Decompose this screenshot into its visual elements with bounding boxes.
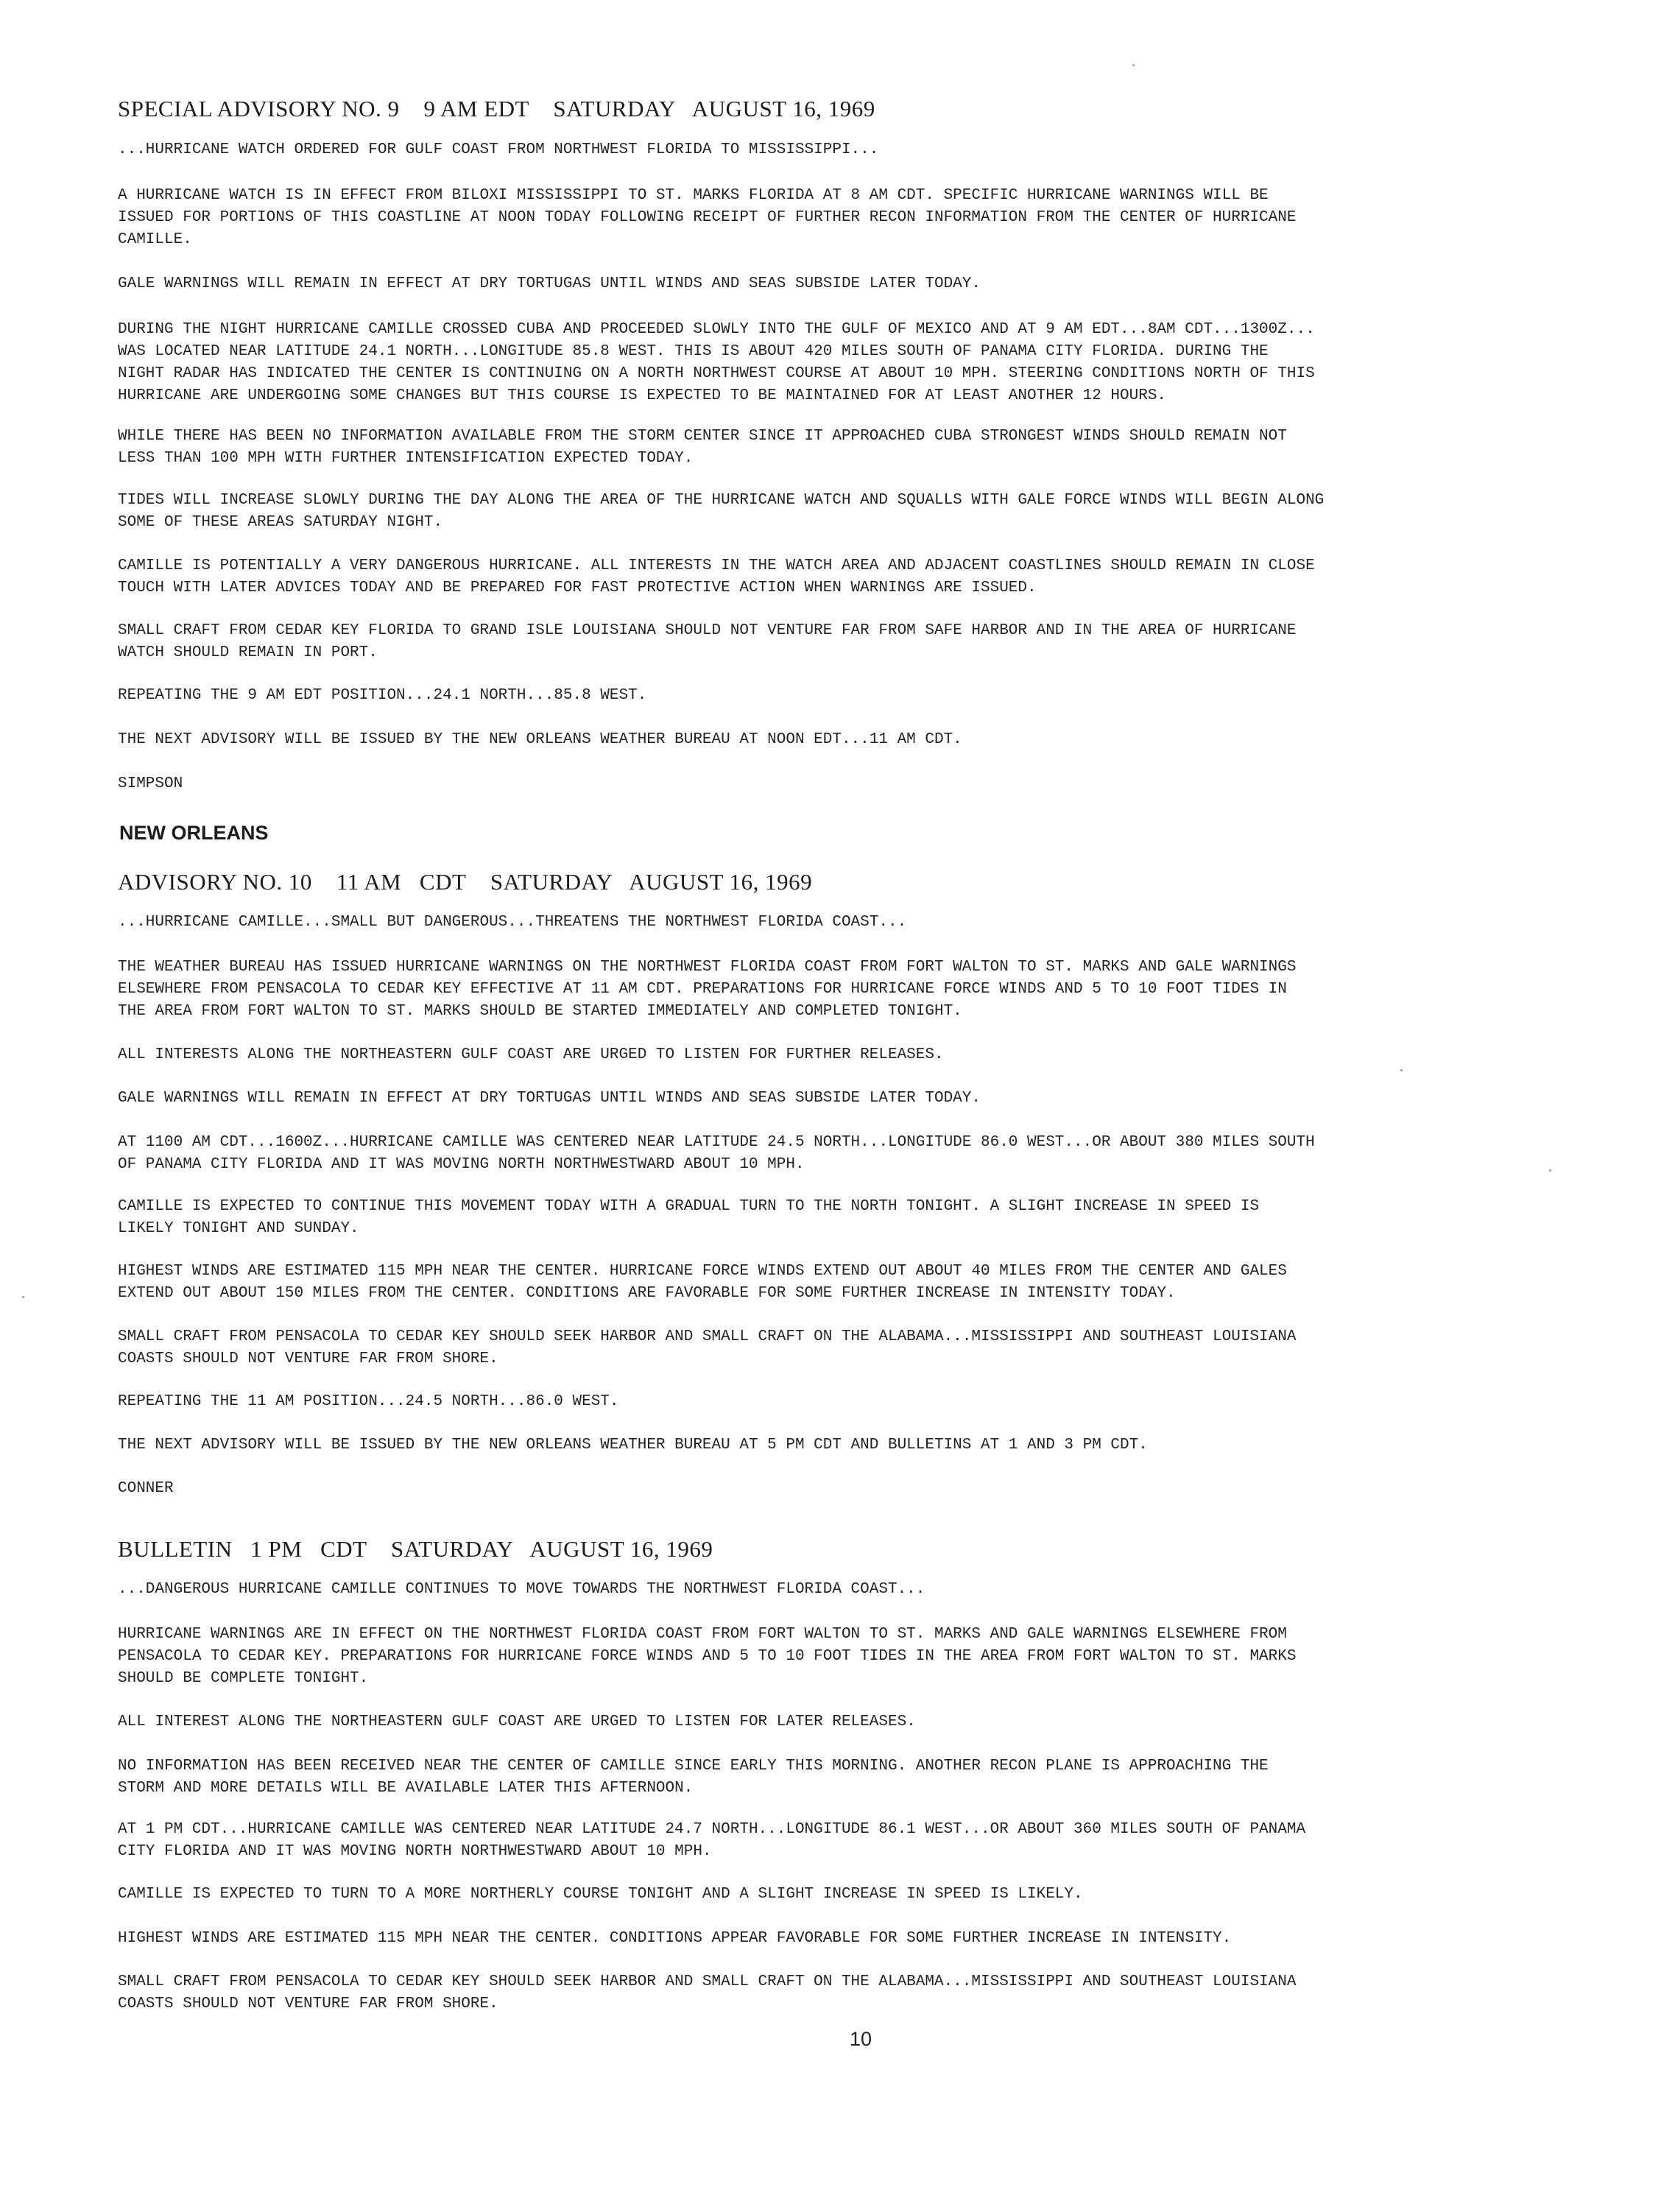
text-line: REPEATING THE 11 AM POSITION...24.5 NORTH...86.0 WEST.: [118, 1393, 619, 1410]
text-line: CAMILLE IS EXPECTED TO CONTINUE THIS MOVEMENT TODAY WITH A GRADUAL TURN TO THE NORTH TONIGHT. A SLIGHT INCREASE IN SPEED IS: [118, 1198, 1260, 1215]
text-line: ...HURRICANE WATCH ORDERED FOR GULF COAST FROM NORTHWEST FLORIDA TO MISSISSIPPI...: [118, 141, 879, 158]
text-line: TIDES WILL INCREASE SLOWLY DURING THE DAY ALONG THE AREA OF THE HURRICANE WATCH AND SQUALLS WITH GALE FORCE WINDS WILL BEGIN ALONG: [118, 492, 1325, 509]
text-line: REPEATING THE 9 AM EDT POSITION...24.1 NORTH...85.8 WEST.: [118, 687, 647, 704]
text-line: AT 1100 AM CDT...1600Z...HURRICANE CAMILLE WAS CENTERED NEAR LATITUDE 24.5 NORTH...LONGITUDE 86.0 WEST...OR ABOUT 380 MILES SOUTH: [118, 1134, 1315, 1151]
text-line: WHILE THERE HAS BEEN NO INFORMATION AVAILABLE FROM THE STORM CENTER SINCE IT APPROACHED CUBA STRONGEST WINDS SHOULD REMAIN NOT: [118, 428, 1287, 445]
advisory-10-p5: [118, 1196, 1561, 1240]
text-line: GALE WARNINGS WILL REMAIN IN EFFECT AT DRY TORTUGAS UNTIL WINDS AND SEAS SUBSIDE LATER TODAY.: [118, 275, 981, 292]
advisory-10-p0: [118, 912, 1561, 934]
bulletin-p6: [118, 1928, 1561, 1950]
text-line: HURRICANE WARNINGS ARE IN EFFECT ON THE NORTHWEST FLORIDA COAST FROM FORT WALTON TO ST. MARKS AND GALE WARNINGS ELSEWHERE FROM: [118, 1626, 1287, 1643]
text-line: WATCH SHOULD REMAIN IN PORT.: [118, 644, 378, 661]
advisory-9-p9: [118, 729, 1561, 751]
office-label: NEW ORLEANS: [119, 822, 269, 844]
text-line: PENSACOLA TO CEDAR KEY. PREPARATIONS FOR HURRICANE FORCE WINDS AND 5 TO 10 FOOT TIDES IN THE AREA FROM FORT WALTON TO ST. MARKS: [118, 1648, 1297, 1665]
text-line: SMALL CRAFT FROM PENSACOLA TO CEDAR KEY SHOULD SEEK HARBOR AND SMALL CRAFT ON THE ALABAMA...MISSISSIPPI AND SOUTHEAST LOUISIANA: [118, 1973, 1297, 1990]
document-page: [113, 0, 1556, 2212]
scan-speck: [1549, 1169, 1551, 1172]
text-line: CONNER: [118, 1480, 174, 1497]
advisory-9-p0: [118, 139, 1561, 161]
text-line: HIGHEST WINDS ARE ESTIMATED 115 MPH NEAR THE CENTER. HURRICANE FORCE WINDS EXTEND OUT ABOUT 40 MILES FROM THE CENTER AND GALES: [118, 1263, 1287, 1280]
advisory-10-p6: [118, 1261, 1561, 1305]
text-line: ALL INTERESTS ALONG THE NORTHEASTERN GULF COAST ARE URGED TO LISTEN FOR FURTHER RELEASES.: [118, 1046, 944, 1063]
advisory-10-p8: [118, 1391, 1561, 1413]
advisory-9-p6: [118, 555, 1561, 599]
bulletin-heading: BULLETIN 1 PM CDT SATURDAY AUGUST 16, 1969: [118, 1536, 713, 1562]
text-line: SOME OF THESE AREAS SATURDAY NIGHT.: [118, 514, 443, 531]
text-line: CAMILLE IS POTENTIALLY A VERY DANGEROUS HURRICANE. ALL INTERESTS IN THE WATCH AREA AND ADJACENT COASTLINES SHOULD REMAIN IN CLOSE: [118, 557, 1315, 574]
scan-speck: [1132, 64, 1135, 66]
advisory-10-p2: [118, 1044, 1561, 1066]
text-line: THE NEXT ADVISORY WILL BE ISSUED BY THE NEW ORLEANS WEATHER BUREAU AT 5 PM CDT AND BULLETINS AT 1 AND 3 PM CDT.: [118, 1437, 1148, 1454]
bulletin-p1: [118, 1624, 1561, 1690]
text-line: HURRICANE ARE UNDERGOING SOME CHANGES BUT THIS COURSE IS EXPECTED TO BE MAINTAINED FOR AT LEAST ANOTHER 12 HOURS.: [118, 387, 1167, 404]
text-line: SMALL CRAFT FROM CEDAR KEY FLORIDA TO GRAND ISLE LOUISIANA SHOULD NOT VENTURE FAR FROM SAFE HARBOR AND IN THE AREA OF HURRICANE: [118, 622, 1297, 639]
text-line: CAMILLE IS EXPECTED TO TURN TO A MORE NORTHERLY COURSE TONIGHT AND A SLIGHT INCREASE IN SPEED IS LIKELY.: [118, 1886, 1083, 1903]
advisory-9-p2: [118, 273, 1561, 295]
text-line: AT 1 PM CDT...HURRICANE CAMILLE WAS CENTERED NEAR LATITUDE 24.7 NORTH...LONGITUDE 86.1 WEST...OR ABOUT 360 MILES SOUTH OF PANAMA: [118, 1821, 1306, 1838]
text-line: SIMPSON: [118, 775, 183, 792]
text-line: NIGHT RADAR HAS INDICATED THE CENTER IS CONTINUING ON A NORTH NORTHWEST COURSE AT ABOUT 10 MPH. STEERING CONDITIONS NORTH OF THIS: [118, 365, 1315, 382]
text-line: ...HURRICANE CAMILLE...SMALL BUT DANGEROUS...THREATENS THE NORTHWEST FLORIDA COAST...: [118, 914, 907, 931]
text-line: THE AREA FROM FORT WALTON TO ST. MARKS SHOULD BE STARTED IMMEDIATELY AND COMPLETED TONIGHT.: [118, 1003, 962, 1020]
text-line: THE WEATHER BUREAU HAS ISSUED HURRICANE WARNINGS ON THE NORTHWEST FLORIDA COAST FROM FORT WALTON TO ST. MARKS AND GALE WARNINGS: [118, 959, 1297, 976]
bulletin-p0: [118, 1579, 1561, 1601]
text-line: HIGHEST WINDS ARE ESTIMATED 115 MPH NEAR THE CENTER. CONDITIONS APPEAR FAVORABLE FOR SOME FURTHER INCREASE IN INTENSITY.: [118, 1930, 1232, 1947]
advisory-10-heading: ADVISORY NO. 10 11 AM CDT SATURDAY AUGUST 16, 1969: [118, 869, 813, 895]
advisory-10-p9: [118, 1434, 1561, 1457]
text-line: SMALL CRAFT FROM PENSACOLA TO CEDAR KEY SHOULD SEEK HARBOR AND SMALL CRAFT ON THE ALABAMA...MISSISSIPPI AND SOUTHEAST LOUISIANA: [118, 1328, 1297, 1345]
advisory-9-p5: [118, 490, 1561, 534]
bulletin-p2: [118, 1711, 1561, 1733]
text-line: EXTEND OUT ABOUT 150 MILES FROM THE CENTER. CONDITIONS ARE FAVORABLE FOR SOME FURTHER INCREASE IN INTENSITY TODAY.: [118, 1285, 1176, 1302]
advisory-10-p3: [118, 1088, 1561, 1110]
text-line: COASTS SHOULD NOT VENTURE FAR FROM SHORE.: [118, 1996, 498, 2012]
bulletin-p7: [118, 1971, 1561, 2015]
text-line: GALE WARNINGS WILL REMAIN IN EFFECT AT DRY TORTUGAS UNTIL WINDS AND SEAS SUBSIDE LATER TODAY.: [118, 1090, 981, 1107]
text-line: STORM AND MORE DETAILS WILL BE AVAILABLE LATER THIS AFTERNOON.: [118, 1780, 694, 1797]
text-line: ELSEWHERE FROM PENSACOLA TO CEDAR KEY EFFECTIVE AT 11 AM CDT. PREPARATIONS FOR HURRICANE FORCE WINDS AND 5 TO 10 FOOT TIDES IN: [118, 981, 1287, 998]
text-line: TOUCH WITH LATER ADVICES TODAY AND BE PREPARED FOR FAST PROTECTIVE ACTION WHEN WARNINGS ARE ISSUED.: [118, 580, 1037, 596]
advisory-9-p3: [118, 319, 1561, 407]
text-line: WAS LOCATED NEAR LATITUDE 24.1 NORTH...LONGITUDE 85.8 WEST. THIS IS ABOUT 420 MILES SOUTH OF PANAMA CITY FLORIDA. DURING THE: [118, 343, 1269, 360]
bulletin-p4: [118, 1819, 1561, 1863]
advisory-10-p7: [118, 1326, 1561, 1370]
advisory-9-p8: [118, 685, 1561, 707]
text-line: OF PANAMA CITY FLORIDA AND IT WAS MOVING NORTH NORTHWESTWARD ABOUT 10 MPH.: [118, 1156, 805, 1173]
text-line: THE NEXT ADVISORY WILL BE ISSUED BY THE NEW ORLEANS WEATHER BUREAU AT NOON EDT...11 AM CDT.: [118, 731, 962, 748]
advisory-9-signature: [118, 773, 1561, 795]
advisory-9-p1: [118, 185, 1561, 251]
page-number: 10: [850, 2028, 872, 2050]
text-line: A HURRICANE WATCH IS IN EFFECT FROM BILOXI MISSISSIPPI TO ST. MARKS FLORIDA AT 8 AM CDT. SPECIFIC HURRICANE WARNINGS WILL BE: [118, 187, 1269, 204]
advisory-9-p7: [118, 620, 1561, 664]
scan-speck: [22, 1296, 24, 1298]
bulletin-p3: [118, 1755, 1561, 1800]
advisory-10-signature: [118, 1478, 1561, 1500]
advisory-9-p4: [118, 426, 1561, 470]
text-line: DURING THE NIGHT HURRICANE CAMILLE CROSSED CUBA AND PROCEEDED SLOWLY INTO THE GULF OF MEXICO AND AT 9 AM EDT...8AM CDT...1300Z...: [118, 321, 1315, 338]
advisory-9-heading: SPECIAL ADVISORY NO. 9 9 AM EDT SATURDAY AUGUST 16, 1969: [118, 96, 875, 121]
text-line: CITY FLORIDA AND IT WAS MOVING NORTH NORTHWESTWARD ABOUT 10 MPH.: [118, 1843, 712, 1860]
text-line: ISSUED FOR PORTIONS OF THIS COASTLINE AT NOON TODAY FOLLOWING RECEIPT OF FURTHER RECON INFORMATION FROM THE CENTER OF HURRICANE: [118, 209, 1297, 226]
text-line: ALL INTEREST ALONG THE NORTHEASTERN GULF COAST ARE URGED TO LISTEN FOR LATER RELEASES.: [118, 1713, 916, 1730]
advisory-10-p4: [118, 1132, 1561, 1176]
text-line: SHOULD BE COMPLETE TONIGHT.: [118, 1670, 369, 1687]
text-line: ...DANGEROUS HURRICANE CAMILLE CONTINUES TO MOVE TOWARDS THE NORTHWEST FLORIDA COAST...: [118, 1581, 925, 1598]
bulletin-p5: [118, 1884, 1561, 1906]
scan-speck: [1400, 1069, 1403, 1071]
text-line: LESS THAN 100 MPH WITH FURTHER INTENSIFICATION EXPECTED TODAY.: [118, 450, 694, 467]
text-line: LIKELY TONIGHT AND SUNDAY.: [118, 1220, 359, 1237]
advisory-10-p1: [118, 957, 1561, 1023]
text-line: NO INFORMATION HAS BEEN RECEIVED NEAR THE CENTER OF CAMILLE SINCE EARLY THIS MORNING. ANOTHER RECON PLANE IS APPROACHING THE: [118, 1758, 1269, 1775]
text-line: COASTS SHOULD NOT VENTURE FAR FROM SHORE.: [118, 1350, 498, 1367]
text-line: CAMILLE.: [118, 231, 192, 248]
